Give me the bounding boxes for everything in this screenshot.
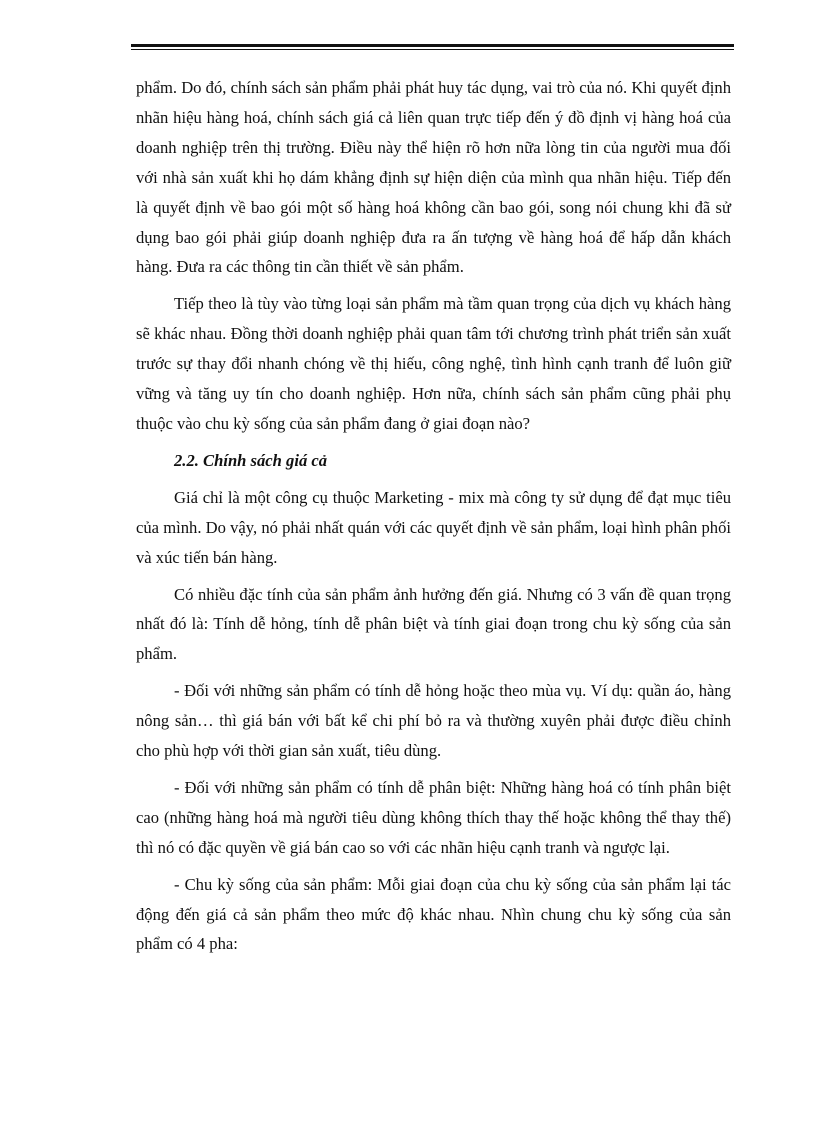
paragraph-product-service: Tiếp theo là tùy vào từng loại sản phẩm mà tầm quan trọng của dịch vụ khách hàng sẽ khác nhau. Đồng thời doanh nghiệp phải quan tâm tới chương trình phát triển sản xuất trước sự thay đổi nhanh chóng về thị hiếu, công nghệ, tình hình cạnh tranh để luôn giữ vững và tăng uy tín cho doanh nghiệp. Hơn nữa, chính sách sản phẩm cũng phải phụ thuộc vào chu kỳ sống của sản phẩm đang ở giai đoạn nào? <box>136 294 731 433</box>
header-rule-thick <box>131 44 734 47</box>
paragraph-continuation: phẩm. Do đó, chính sách sản phẩm phải phát huy tác dụng, vai trò của nó. Khi quyết định nhãn hiệu hàng hoá, chính sách giá cả liên quan trực tiếp đến ý đồ định vị hàng hoá của doanh nghiệp trên thị trường. Điều này thể hiện rõ hơn nữa lòng tin của người mua đối với nhà sản xuất khi họ dám khẳng định sự hiện diện của mình qua nhãn hiệu. Tiếp đến là quyết định về bao gói một số hàng hoá không cần bao gói, song nói chung khi đã sử dụng bao gói phải giúp doanh nghiệp đưa ra ấn tượng về hàng hoá để hấp dẫn khách hàng. Đưa ra các thông tin cần thiết về sản phẩm. <box>136 78 731 277</box>
list-item-distinguishable: - Đối với những sản phẩm có tính dễ phân biệt: Những hàng hoá có tính phân biệt cao (những hàng hoá mà người tiêu dùng không thích thay thế hoặc không thể thay thế) thì nó có đặc quyền về giá bán cao so với các nhãn hiệu cạnh tranh và ngược lại. <box>136 777 731 857</box>
header-rule-thin <box>131 49 734 50</box>
list-item-perishable: - Đối với những sản phẩm có tính dễ hỏng hoặc theo mùa vụ. Ví dụ: quần áo, hàng nông sản… thì giá bán với bất kể chi phí bỏ ra và thường xuyên phải được điều chỉnh cho phù hợp với thời gian sản xuất, tiêu dùng. <box>136 681 731 761</box>
page-body <box>136 73 731 966</box>
paragraph-price-factors: Có nhiều đặc tính của sản phẩm ảnh hưởng đến giá. Nhưng có 3 vấn đề quan trọng nhất đó là: Tính dễ hỏng, tính dễ phân biệt và tính giai đoạn trong chu kỳ sống của sản phẩm. <box>136 584 731 664</box>
paragraph-price-tool: Giá chỉ là một công cụ thuộc Marketing - mix mà công ty sử dụng để đạt mục tiêu của mình. Do vậy, nó phải nhất quán với các quyết định về sản phẩm, loại hình phân phối và xúc tiến bán hàng. <box>136 487 731 567</box>
section-heading-pricing-policy: 2.2. Chính sách giá cả <box>174 450 328 470</box>
list-item-life-cycle: - Chu kỳ sống của sản phẩm: Mỗi giai đoạn của chu kỳ sống của sản phẩm lại tác động đến giá cả sản phẩm theo mức độ khác nhau. Nhìn chung chu kỳ sống của sản phẩm có 4 pha: <box>136 874 731 954</box>
